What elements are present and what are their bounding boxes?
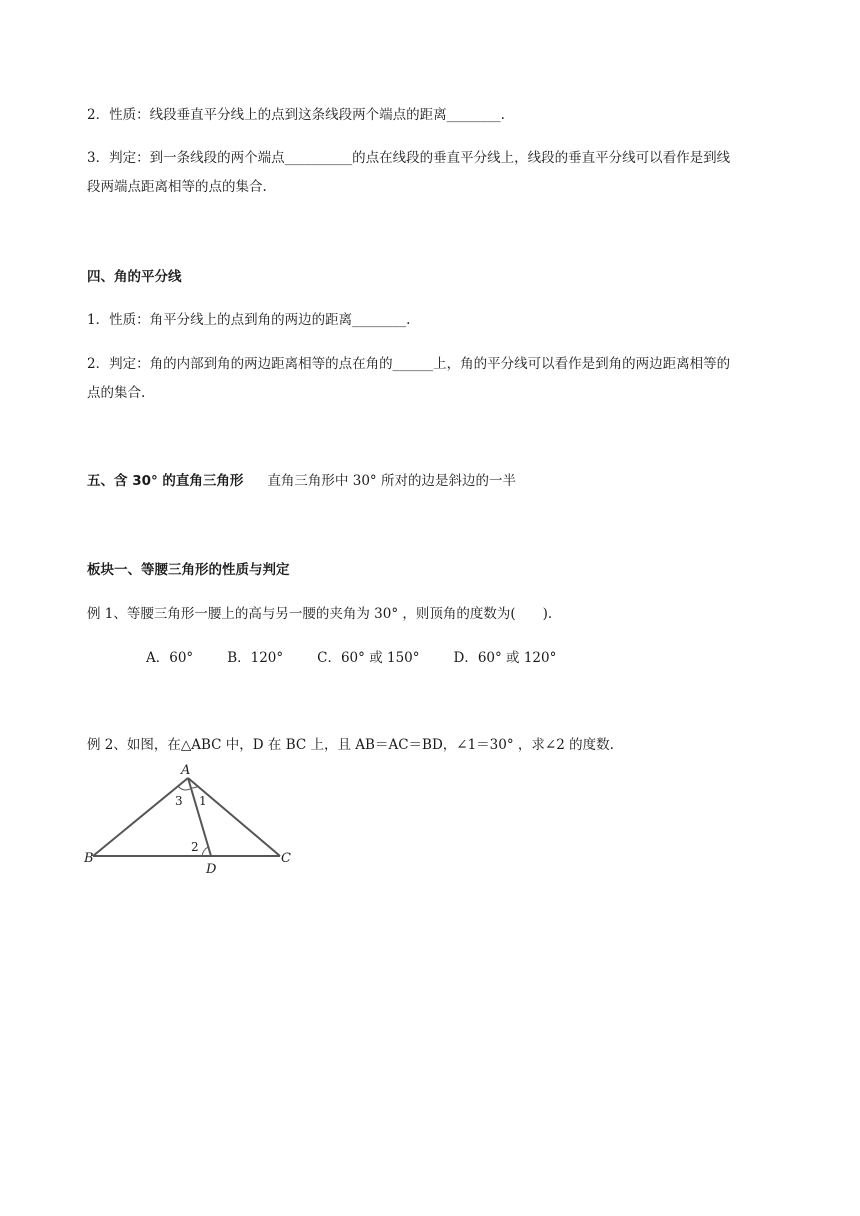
- ex1-question: 例 1、等腰三角形一腰上的高与另一腰的夹角为 30° ，则顶角的度数为( ).: [87, 606, 553, 622]
- label-b: B: [84, 851, 94, 866]
- angle-3-arc: [178, 786, 190, 790]
- ex1-options: [146, 648, 590, 668]
- sec4-line-1: 1．性质：角平分线上的点到角的两边的距离________.: [87, 312, 411, 328]
- ex2-question: 例 2、如图，在△ABC 中，D 在 BC 上，且 AB＝AC＝BD，∠1＝30° ，求∠2 的度数.: [87, 737, 614, 753]
- side-ab: [93, 778, 188, 856]
- side-ac: [188, 778, 280, 856]
- sec5-heading: 五、含 30° 的直角三角形: [87, 473, 244, 489]
- angle-2-label: 2: [191, 840, 199, 854]
- sec4-heading: 四、角的平分线: [87, 269, 182, 285]
- sec5-text: 直角三角形中 30° 所对的边是斜边的一半: [267, 473, 516, 489]
- sec3-line-3a: 3．判定：到一条线段的两个端点__________的点在线段的垂直平分线上，线段的垂直平分线可以看作是到线: [87, 150, 731, 166]
- ex1-option-b: B．120°: [227, 650, 284, 666]
- label-c: C: [281, 851, 291, 866]
- ex1-option-c: C．60° 或 150°: [317, 650, 420, 666]
- label-a: A: [181, 763, 191, 778]
- sec3-line-2: 2．性质：线段垂直平分线上的点到这条线段两个端点的距离________.: [87, 107, 505, 123]
- sec3-line-3b: 段两端点距离相等的点的集合.: [87, 179, 267, 195]
- ex1-option-a: A．60°: [146, 650, 194, 666]
- sec4-line-2a: 2．判定：角的内部到角的两边距离相等的点在角的______上，角的平分线可以看作是到角的两边距离相等的: [87, 356, 731, 372]
- angle-3-label: 3: [175, 794, 183, 808]
- triangle-figure: [80, 758, 300, 880]
- angle-1-label: 1: [199, 794, 207, 808]
- sec5-line: [87, 471, 516, 491]
- angle-2-arc: [202, 847, 208, 856]
- sec4-line-2b: 点的集合.: [87, 385, 146, 401]
- label-d: D: [206, 862, 217, 877]
- angle-1-arc: [191, 786, 198, 788]
- block1-heading: 板块一、等腰三角形的性质与判定: [87, 562, 290, 578]
- ex1-option-d: D．60° 或 120°: [453, 650, 557, 666]
